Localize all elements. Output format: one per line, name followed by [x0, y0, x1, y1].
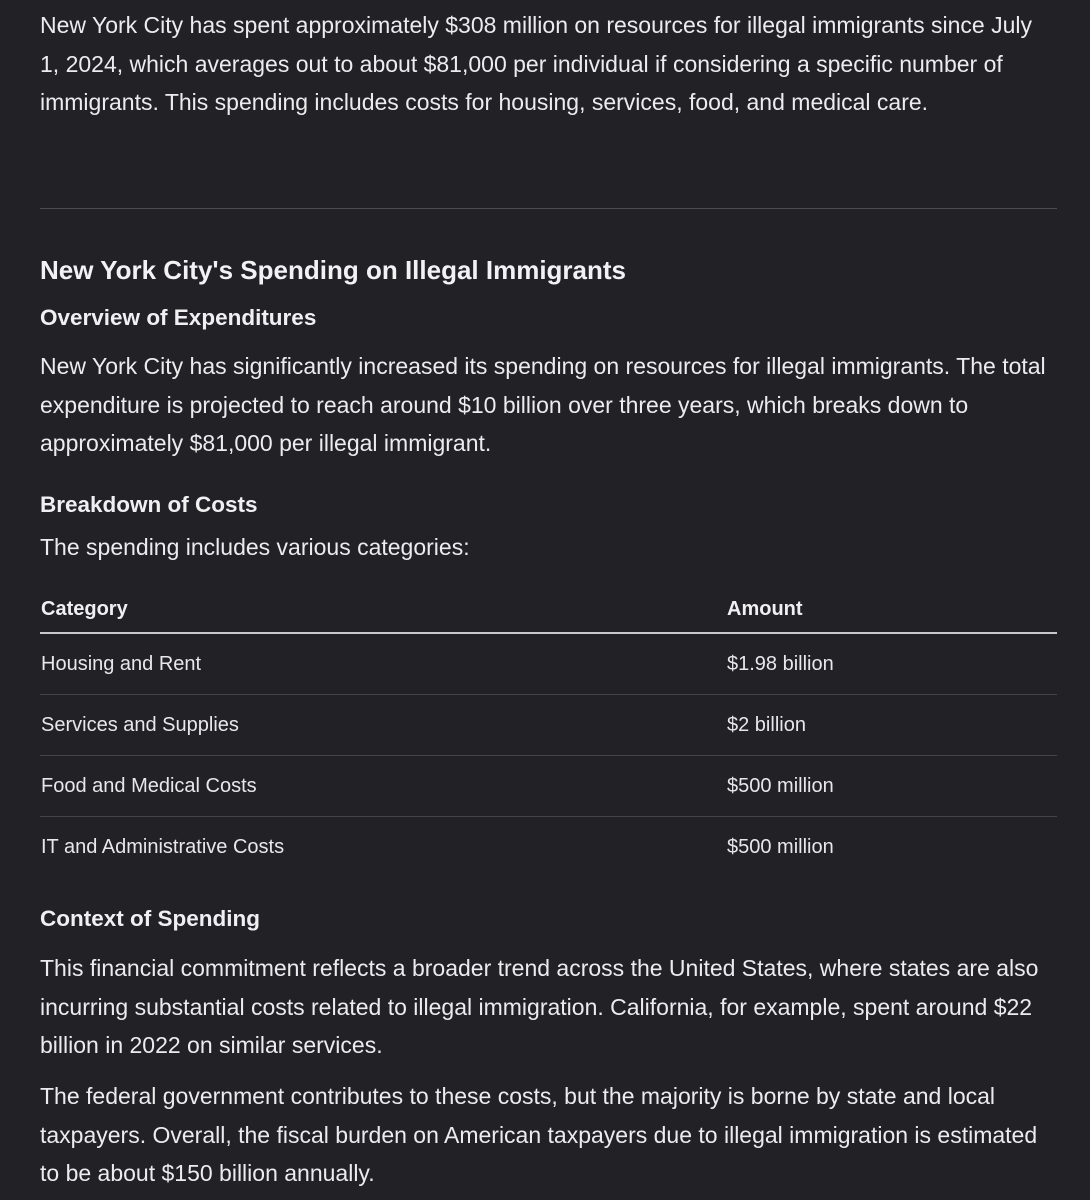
- breakdown-intro: The spending includes various categories:: [40, 534, 470, 560]
- section-divider: [40, 208, 1057, 209]
- amount-cell: $500 million: [727, 774, 834, 797]
- column-header-category: Category: [41, 597, 128, 620]
- context-paragraph-2: The federal government contributes to these costs, but the majority is borne by state and local taxpayers. Overall, the fiscal burden on American taxpayers due to illegal immigration is estimated to be about $150 billion annually.: [40, 1083, 1038, 1186]
- context-paragraph-1: This financial commitment reflects a broader trend across the United States, where states are also incurring substantial costs related to illegal immigration. California, for example, spent around $22 billion in 2022 on similar services.: [40, 955, 1039, 1058]
- amount-cell: $500 million: [727, 835, 834, 858]
- table-row: [40, 695, 1057, 756]
- amount-cell: $1.98 billion: [727, 652, 834, 675]
- table-row: [40, 634, 1057, 695]
- table-header-row: [40, 586, 1057, 634]
- amount-cell: $2 billion: [727, 713, 806, 736]
- breakdown-heading: Breakdown of Costs: [40, 492, 258, 517]
- context-heading: Context of Spending: [40, 906, 260, 931]
- overview-heading: Overview of Expenditures: [40, 305, 317, 330]
- overview-paragraph: New York City has significantly increased its spending on resources for illegal immigrants. The total expenditure is projected to reach around $10 billion over three years, which breaks down to approximately $81,000 per illegal immigrant.: [40, 353, 1046, 456]
- category-cell: Services and Supplies: [41, 713, 239, 736]
- category-cell: IT and Administrative Costs: [41, 835, 285, 858]
- category-cell: Food and Medical Costs: [41, 774, 257, 797]
- cost-table: [40, 586, 1057, 877]
- category-cell: Housing and Rent: [41, 652, 202, 675]
- column-header-amount: Amount: [727, 597, 803, 620]
- article-title: New York City's Spending on Illegal Immigrants: [40, 255, 627, 285]
- intro-paragraph: New York City has spent approximately $308 million on resources for illegal immigrants since July 1, 2024, which averages out to about $81,000 per individual if considering a specific number of immigrants. This spending includes costs for housing, services, food, and medical care.: [40, 12, 1032, 115]
- table-row: [40, 756, 1057, 817]
- table-row: [40, 817, 1057, 877]
